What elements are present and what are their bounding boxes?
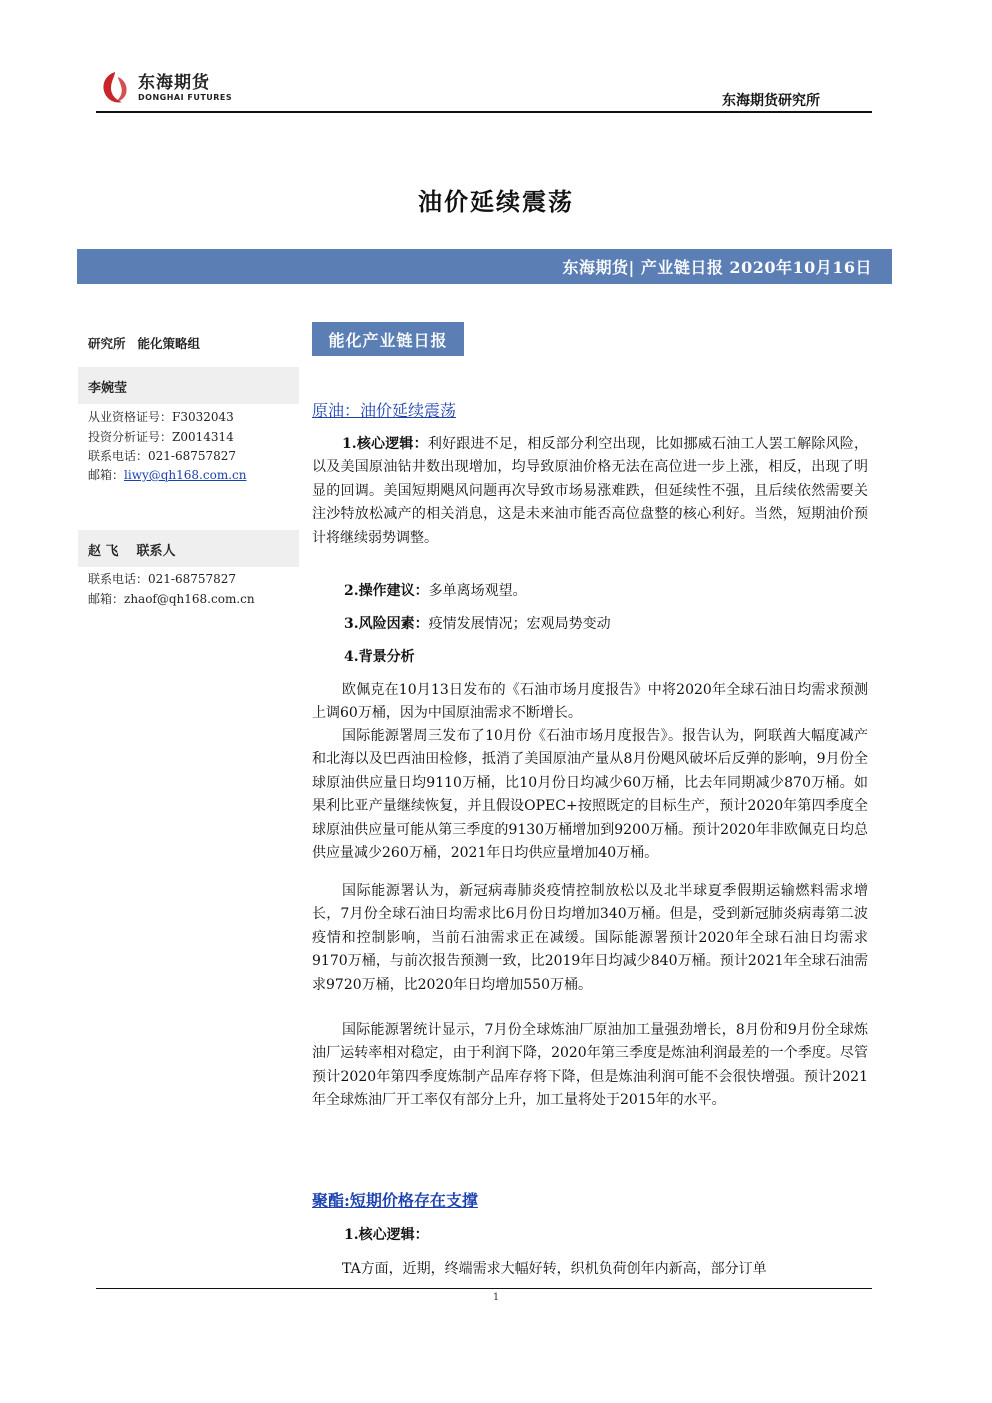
analyst1-qualification: 从业资格证号：F3032043 (88, 410, 234, 424)
polyester-section-title[interactable]: 聚酯:短期价格存在支撑 (312, 1191, 478, 1210)
banner-text: 东海期货| 产业链日报 2020年10月16日 (562, 258, 872, 277)
analyst1-phone: 联系电话：021-68757827 (88, 449, 237, 463)
analyst2-role: 联系人 (136, 544, 176, 559)
polyester-first-line: TA方面，近期，终端需求大幅好转，织机负荷创年内新高，部分订单 (342, 1261, 767, 1277)
background-paragraph-2: 国际能源署周三发布了10月份《石油市场月度报告》。报告认为，阿联酋大幅度减产和北海以及巴西油田检修，抵消了美国原油产量从8月份飓风破坏后反弹的影响，9月份全球原油供应量日均9110万桶，比10月份日均减少60万桶，比去年同期减少870万桶。如果利比亚产量继续恢复，并且假设OPEC+按照既定的目标生产，预计2020年第四季度全球原油供应量可能从第三季度的9130万桶增加到9200万桶。预计2020年非欧佩克日均总供应量减少260万桶，2021年日均供应量增加40万桶。 (312, 728, 868, 862)
background-label: 4.背景分析 (344, 649, 415, 665)
analyst2-name: 赵 飞 (88, 544, 119, 559)
email-label: 邮箱： (88, 468, 125, 482)
core-logic-label: 1.核心逻辑： (342, 436, 428, 452)
analyst1-name: 李婉莹 (88, 381, 128, 396)
header-rule (96, 111, 872, 113)
crude-risk (344, 613, 611, 636)
crude-background-label (344, 646, 415, 669)
risk-text: 疫情发展情况；宏观局势变动 (428, 616, 611, 632)
risk-label: 3.风险因素： (344, 616, 429, 632)
analyst2-phone: 联系电话：021-68757827 (88, 572, 237, 586)
crude-advice (344, 580, 527, 603)
advice-label: 2.操作建议： (344, 583, 429, 599)
background-paragraph-3: 国际能源署认为，新冠病毒肺炎疫情控制放松以及北半球夏季假期运输燃料需求增长，7月份全球石油日均需求比6月份日均增加340万桶。但是，受到新冠肺炎病毒第二波疫情和控制影响，当前石油需求正在减缓。国际能源署预计2020年全球石油日均需求9170万桶，与前次报告预测一致，比2019年日均减少840万桶。预计2021年全球石油需求9720万桶，比2020年日均增加550万桶。 (312, 883, 868, 993)
logo-chinese-text: 东海期货 (138, 73, 210, 93)
crude-section-title[interactable]: 原油：油价延续震荡 (312, 401, 457, 420)
core-logic-text: 利好跟进不足，相反部分利空出现，比如挪威石油工人罢工解除风险，以及美国原油钻井数出现增加，均导致原油价格无法在高位进一步上涨，相反，出现了明显的回调。美国短期飓风问题再次导致市场易涨难跌，但延续性不强，且后续依然需要关注沙特放松减产的相关消息，这是未来油市能否高位盘整的核心利好。当然，短期油价预计将继续弱势调整。 (312, 436, 869, 546)
analyst1-email-link[interactable]: liwy@qh168.com.cn (124, 468, 247, 482)
analyst2-header (88, 540, 176, 559)
company-logo (98, 66, 233, 110)
donghai-logo-icon (98, 69, 132, 107)
analyst1-invest-cert: 投资分析证号：Z0014314 (88, 430, 234, 444)
logo-english-text: DONGHAI FUTURES (138, 93, 233, 102)
report-banner (77, 249, 892, 284)
background-paragraph-1: 欧佩克在10月13日发布的《石油市场月度报告》中将2020年全球石油日均需求预测上调60万桶，因为中国原油需求不断增长。 (312, 682, 868, 722)
advice-text: 多单离场观望。 (428, 583, 527, 599)
analyst1-header-band (78, 367, 299, 404)
polyester-core-label: 1.核心逻辑： (344, 1227, 429, 1243)
group-label: 能化策略组 (137, 336, 201, 351)
page-number: 1 (492, 1292, 500, 1303)
crude-core-logic (312, 433, 868, 550)
section-tag: 能化产业链日报 (312, 322, 464, 356)
background-paragraph-4: 国际能源署统计显示，7月份全球炼油厂原油加工量强劲增长，8月份和9月份全球炼油厂运转率相对稳定，由于利润下降，2020年第三季度是炼油利润最差的一个季度。尽管预计2020年第四季度炼制产品库存将下降，但是炼油利润可能不会很快增强。预计2021年全球炼油厂开工率仅有部分上升，加工量将处于2015年的水平。 (312, 1022, 868, 1109)
institute-name: 东海期货研究所 (722, 93, 820, 109)
analyst2-header-band (78, 530, 299, 567)
report-title: 油价延续震荡 (418, 187, 574, 216)
sidebar-department (88, 334, 200, 352)
footer-rule (96, 1288, 872, 1289)
polyester-core-logic (344, 1224, 429, 1247)
analyst1-email-row (88, 466, 246, 484)
analyst2-email: 邮箱：zhaof@qh168.com.cn (88, 592, 255, 606)
department-label: 研究所 (88, 336, 126, 351)
